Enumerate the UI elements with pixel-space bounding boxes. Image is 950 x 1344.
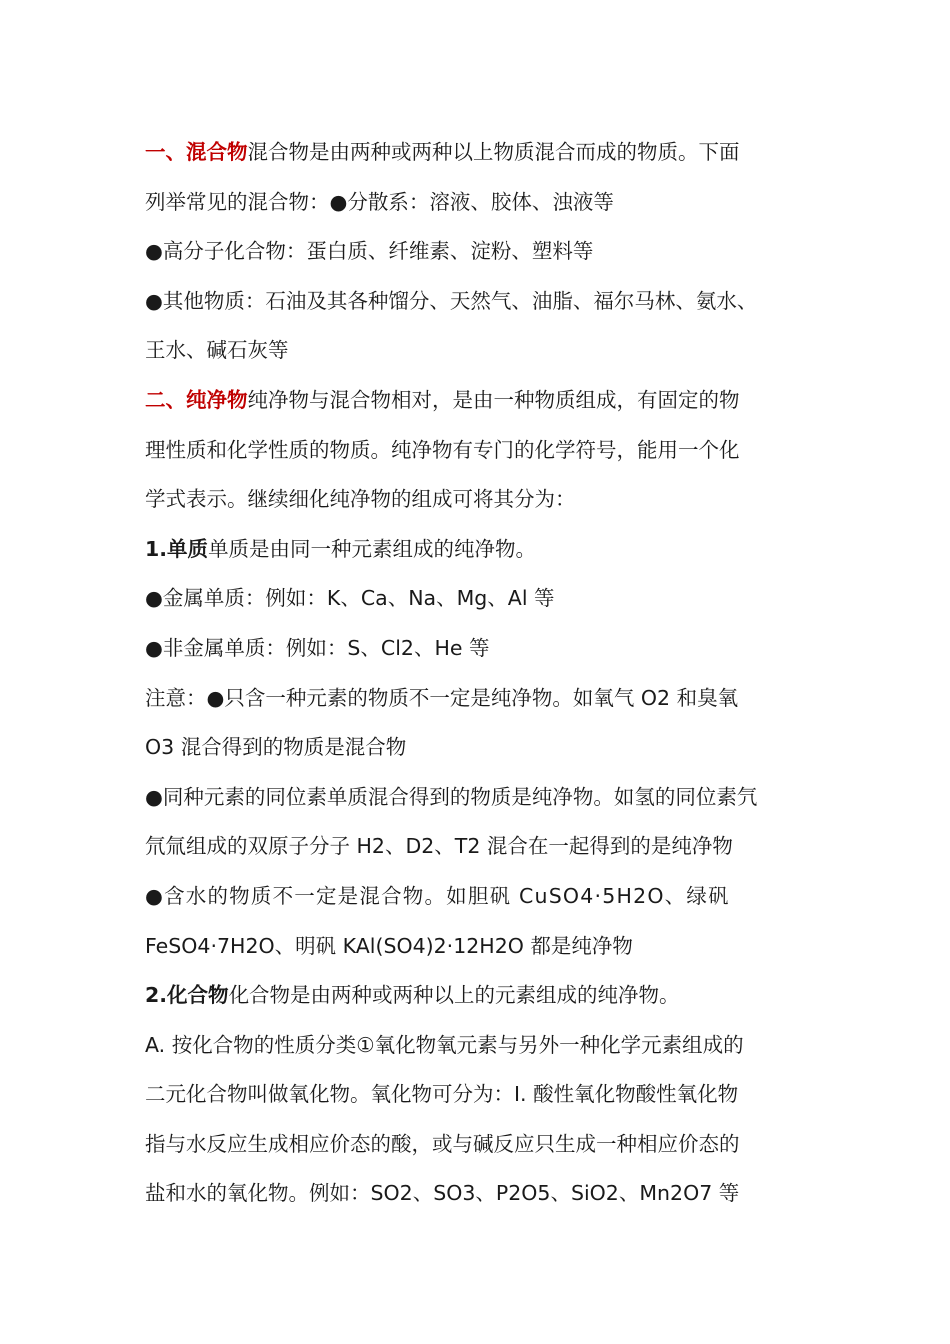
text-line-12	[145, 674, 810, 724]
paragraph-text: 盐和水的氧化物。例如：SO2、SO3、P2O5、SiO2、Mn2O7 等	[145, 1181, 740, 1206]
paragraph-text: 氘氚组成的双原子分子 H2、D2、T2 混合在一起得到的是纯净物	[145, 834, 733, 859]
subheading-compound: 2.化合物	[145, 983, 229, 1008]
text-line-7	[145, 426, 810, 476]
text-line-14	[145, 773, 810, 823]
paragraph-text: 单质是由同一种元素组成的纯净物。	[208, 536, 537, 561]
paragraph-text: 混合物是由两种或两种以上物质混合而成的物质。下面	[247, 140, 740, 164]
section-heading-pure-substance: 二、纯净物	[145, 387, 248, 412]
text-line-1	[145, 128, 810, 178]
paragraph-text: 化合物是由两种或两种以上的元素组成的纯净物。	[228, 983, 680, 1008]
text-line-11	[145, 624, 810, 674]
text-line-8	[145, 475, 810, 525]
paragraph-text: ●其他物质：石油及其各种馏分、天然气、油脂、福尔马林、氨水、	[145, 288, 758, 313]
paragraph-text: 学式表示。继续细化纯净物的组成可将其分为：	[145, 487, 576, 512]
text-line-9	[145, 525, 810, 575]
text-line-22	[145, 1169, 810, 1219]
paragraph-text: 注意：●只含一种元素的物质不一定是纯净物。如氧气 O2 和臭氧	[145, 685, 739, 710]
text-line-20	[145, 1070, 810, 1120]
text-line-2	[145, 178, 810, 228]
paragraph-text: 列举常见的混合物：●分散系：溶液、胶体、浊液等	[145, 189, 614, 214]
paragraph-text: 指与水反应生成相应价态的酸，或与碱反应只生成一种相应价态的	[145, 1131, 740, 1156]
paragraph-text: ●含水的物质不一定是混合物。如胆矾 CuSO4·5H2O、绿矾	[145, 883, 730, 908]
text-line-6	[145, 376, 810, 426]
document-body	[145, 128, 810, 1219]
paragraph-text: ●高分子化合物：蛋白质、纤维素、淀粉、塑料等	[145, 239, 594, 264]
text-line-5	[145, 326, 810, 376]
section-heading-mixture: 一、混合物	[145, 140, 248, 164]
paragraph-text: A. 按化合物的性质分类①氧化物氧元素与另外一种化学元素组成的	[145, 1032, 744, 1057]
text-line-16	[145, 872, 810, 922]
text-line-10	[145, 574, 810, 624]
text-line-17	[145, 922, 810, 972]
text-line-18	[145, 971, 810, 1021]
paragraph-text: 二元化合物叫做氧化物。氧化物可分为：I. 酸性氧化物酸性氧化物	[145, 1082, 739, 1107]
text-line-4	[145, 277, 810, 327]
paragraph-text: 王水、碱石灰等	[145, 338, 289, 363]
paragraph-text: ●金属单质：例如：K、Ca、Na、Mg、Al 等	[145, 586, 555, 611]
paragraph-text: O3 混合得到的物质是混合物	[145, 735, 407, 760]
text-line-21	[145, 1120, 810, 1170]
paragraph-text: 理性质和化学性质的物质。纯净物有专门的化学符号，能用一个化	[145, 437, 740, 462]
paragraph-text: ●非金属单质：例如：S、Cl2、He 等	[145, 635, 490, 660]
paragraph-text: ●同种元素的同位素单质混合得到的物质是纯净物。如氢的同位素氕	[145, 784, 758, 809]
text-line-19	[145, 1021, 810, 1071]
paragraph-text: 纯净物与混合物相对，是由一种物质组成，有固定的物	[247, 387, 740, 412]
paragraph-text: FeSO4·7H2O、明矾 KAl(SO4)2·12H2O 都是纯净物	[145, 933, 633, 958]
subheading-element: 1.单质	[145, 536, 209, 561]
text-line-15	[145, 822, 810, 872]
text-line-13	[145, 723, 810, 773]
text-line-3	[145, 227, 810, 277]
